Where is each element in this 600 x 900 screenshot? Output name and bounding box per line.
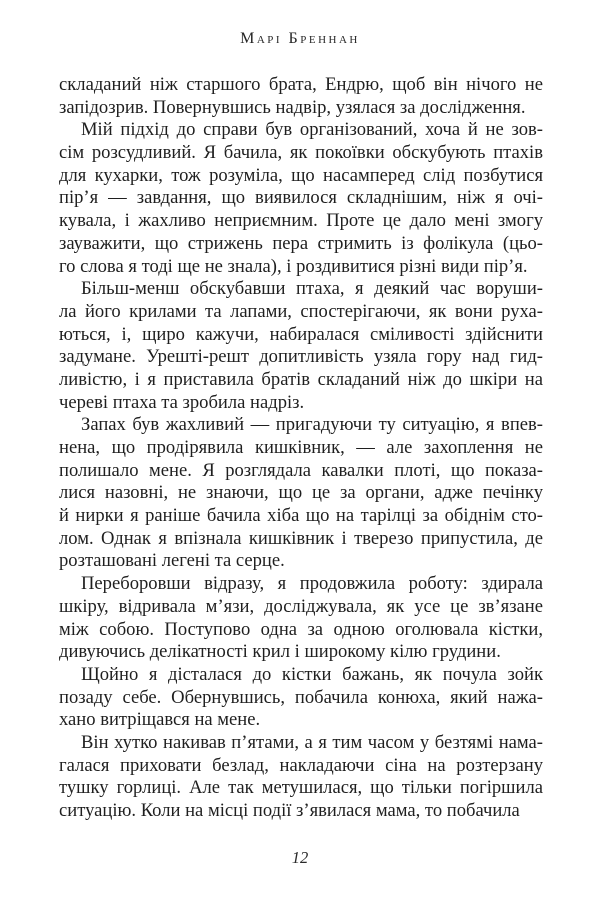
text-line: задумане. Урешті-решт допитливість узяла гору над гид- xyxy=(59,346,543,368)
text-line: череві птаха та зробила надріз. xyxy=(59,391,305,413)
text-line: го слова я тоді ще не знала), і роздивитися різні види пір’я. xyxy=(59,255,528,277)
text-line: Переборовши відразу, я продовжила роботу: здирала xyxy=(81,573,543,595)
text-line: нена, що продірявила кишківник, — але захоплення не xyxy=(59,437,543,458)
text-line: кувала, і жахливо неприємним. Проте це дало мені змогу xyxy=(59,210,543,232)
text-line: Він хутко накивав п’ятами, а я тим часом у безтямі нама- xyxy=(81,731,543,753)
running-header-text: Марі Бреннан xyxy=(240,30,360,47)
text-line: шкіру, відривала м’язи, досліджувала, як усе це зв’язане xyxy=(59,595,543,617)
text-line: Мій підхід до справи був організований, хоча й не зов- xyxy=(81,119,543,141)
text-line: Щойно я дісталася до кістки бажань, як почула зойк xyxy=(81,663,543,685)
text-line: між собою. Поступово одна за одною оголювала кістки, xyxy=(59,618,543,640)
text-line: ливістю, і я приставила братів складаний ніж до шкіри на xyxy=(59,368,543,390)
text-line: тушку горлиці. Але так метушилася, що тільки погіршила xyxy=(59,777,543,799)
text-line: ються, і, щиро кажучи, набиралася сміливості здійснити xyxy=(59,323,543,345)
text-line: Більш-менш обскубавши птаха, я деякий час воруши- xyxy=(81,278,543,300)
text-line: лом. Однак я впізнала кишківник і тверезо припустила, де xyxy=(59,527,543,549)
text-line: ла його крилами та лапами, спостерігаючи, як вони руха- xyxy=(59,300,543,322)
page-number xyxy=(0,848,600,868)
page-number-text: 12 xyxy=(291,848,309,867)
running-header xyxy=(0,30,600,48)
text-line: полишало мене. Я розглядала кавалки плоті, що показа- xyxy=(59,459,543,481)
text-line: дивуючись делікатності крил і широкому кілю грудини. xyxy=(59,641,501,663)
text-line: хано витріщався на мене. xyxy=(59,709,261,731)
text-line: й нирки я раніше бачила хіба що на тарілці за обіднім сто- xyxy=(59,505,543,527)
text-line: сім розсудливий. Я бачила, як покоївки обскубують птахів xyxy=(59,142,543,164)
text-line: галася приховати безлад, накладаючи сіна на розтерзану xyxy=(59,754,543,776)
text-line: розташовані легені та серце. xyxy=(59,550,285,572)
text-line: для кухарки, тож розуміла, що насамперед слід позбутися xyxy=(59,164,543,186)
text-line: Запах був жахливий — пригадуючи ту ситуацію, я впев- xyxy=(81,414,543,436)
text-line: позаду себе. Обернувшись, побачила конюха, який нажа- xyxy=(59,686,543,708)
text-line: запідозрив. Повернувшись надвір, узялася за дослідження. xyxy=(59,96,526,118)
body-text xyxy=(59,74,543,823)
text-line: лися назовні, не знаючи, що це за органи, адже печінку xyxy=(59,482,543,504)
text-line: складаний ніж старшого брата, Ендрю, щоб він нічого не xyxy=(59,74,543,95)
text-line: пір’я — завдання, що виявилося складнішим, ніж я очі- xyxy=(59,187,543,209)
text-line: зауважити, що стрижень пера стримить із фолікула (цьо- xyxy=(59,232,543,254)
text-line: ситуацію. Коли на місці події з’явилася мама, то побачила xyxy=(59,800,520,821)
